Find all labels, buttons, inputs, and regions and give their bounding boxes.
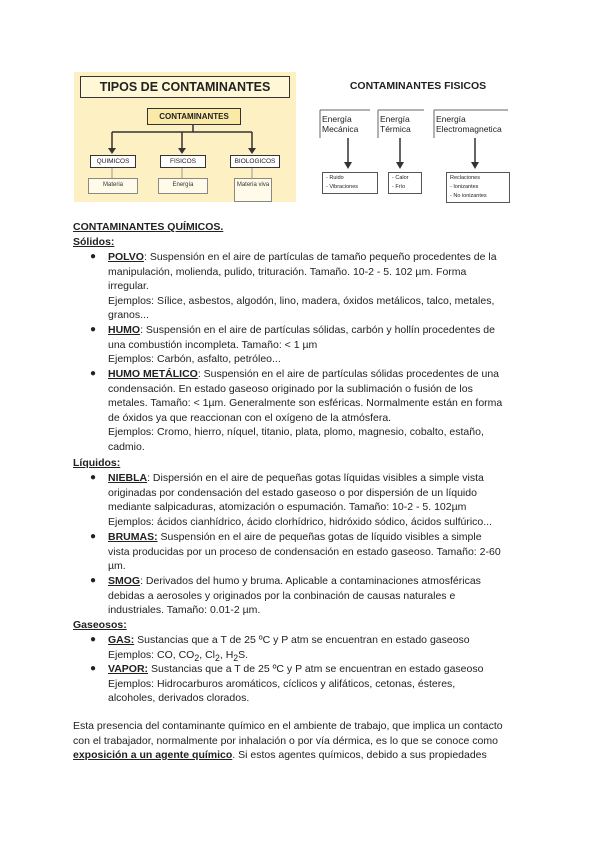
item-polvo <box>108 250 548 323</box>
bullet-icon: ● <box>90 634 97 645</box>
term-smog: SMOG <box>108 575 141 587</box>
text: alcoholes, derivados clorados. <box>108 692 250 704</box>
text: Ejemplos: Hidrocarburos aromáticos, cíclicos y alifáticos, cetonas, ésteres, <box>108 677 456 690</box>
term-humo-metalico: HUMO METÁLICO <box>108 368 198 380</box>
sub-fisicos: Energía <box>158 178 208 194</box>
text: Ejemplos: Sílice, asbestos, algodón, lino, madera, óxidos metálicos, talco, metales, <box>108 294 495 307</box>
term-humo: HUMO <box>108 324 141 336</box>
text: : Suspensión en el aire de partículas sólidas procedentes de una <box>197 368 500 380</box>
text: mediante salpicaduras, atomización o espumación. Tamaño: 10-2 - 5. 102µm <box>108 501 467 513</box>
term-exposicion: exposición a un agente químico <box>73 749 233 761</box>
item-humo-metalico <box>108 367 553 454</box>
text: : Suspensión en el aire de partículas de tamaño pequeño procedentes de la <box>143 251 497 263</box>
col-termica-l2: Térmica <box>380 124 411 134</box>
col-termica-label <box>380 114 411 134</box>
subheading-gaseosos: Gaseosos: <box>73 619 127 631</box>
diagram1-title: TIPOS DE CONTAMINANTES <box>80 76 290 98</box>
text: : Suspensión en el aire de partículas sólidas, carbón y hollín procedentes de <box>140 324 495 336</box>
bullet-icon: ● <box>90 575 97 586</box>
text: cadmio. <box>108 440 145 453</box>
res-item: Reclaciones <box>450 175 480 181</box>
term-vapor: VAPOR: <box>108 663 149 675</box>
text: granos... <box>108 309 149 321</box>
sub-quimicos: Materia <box>88 178 138 194</box>
res-item: - No ionizantes <box>450 193 487 199</box>
text: vista producidas por un proceso de condensación en estado gaseoso. Tamaño: 2-60 <box>108 545 501 558</box>
branch-quimicos: QUIMICOS <box>90 155 136 168</box>
term-polvo: POLVO <box>108 251 144 263</box>
col-electro-l1: Energía <box>436 114 466 124</box>
text: debidas a aerosoles y originados por la conbinación de causas naturales e <box>108 589 456 602</box>
subscript: 2 <box>194 652 200 663</box>
text: irregular. <box>108 280 149 292</box>
closing-paragraph <box>73 719 543 763</box>
bullet-icon: ● <box>90 472 97 483</box>
item-gas <box>108 633 553 665</box>
text: Suspensión en el aire de pequeñas gotas de líquido visibles a simple <box>157 531 482 543</box>
col-electro-l2: Electromagnetica <box>436 124 502 134</box>
col-mecanica-l2: Mecánica <box>322 124 359 134</box>
text: S. <box>238 648 249 661</box>
item-smog <box>108 574 553 618</box>
text: Sustancias que a T de 25 ºC y P atm se encuentran en estado gaseoso <box>134 634 470 646</box>
subscript: 2 <box>233 652 239 663</box>
term-gas: GAS: <box>108 634 135 646</box>
text: con el trabajador, normalmente por inhalación o por vía dérmica, es lo que se conoce como <box>73 734 498 747</box>
subscript: 2 <box>214 652 220 663</box>
col-mecanica-l1: Energía <box>322 114 352 124</box>
text: metales. Tamaño: < 1µm. Generalmente son esféricas. Normalmente están en forma <box>108 397 503 409</box>
text: originadas por condensación del estado gaseoso o por dispersión de un líquido <box>108 486 477 499</box>
text: Ejemplos: ácidos cianhídrico, ácido clorhídrico, hidróxido sódico, ácidos sulfúrico... <box>108 515 493 528</box>
text: : Dispersión en el aire de pequeñas gotas líquidas visibles a simple vista <box>147 472 484 484</box>
res-item: - Frío <box>392 184 406 190</box>
text: una combustión incompleta. Tamaño: < 1 µm <box>108 338 318 351</box>
item-vapor <box>108 662 553 706</box>
item-niebla <box>108 471 553 529</box>
text: Ejemplos: CO, CO <box>108 648 195 661</box>
subheading-liquidos: Líquidos: <box>73 457 121 469</box>
bullet-icon: ● <box>90 663 97 674</box>
contaminantes-fisicos-diagram <box>318 72 518 207</box>
col-termica-l1: Energía <box>380 114 410 124</box>
text: , Cl <box>199 648 215 661</box>
col-mecanica-label <box>322 114 358 134</box>
sub-biologicos: Materia viva <box>234 178 272 202</box>
tipos-contaminantes-diagram <box>74 72 296 202</box>
text: µm. <box>108 560 126 572</box>
term-niebla: NIEBLA <box>108 472 148 484</box>
text: de óxidos ya que reaccionan con el oxígeno de la atmósfera. <box>108 411 392 424</box>
text: . Si estos agentes químicos, debido a sus propiedades <box>232 749 487 761</box>
item-brumas <box>108 530 553 574</box>
diagram1-root: CONTAMINANTES <box>147 108 241 125</box>
res-item: - Ionizantes <box>450 184 479 190</box>
text: industriales. Tamaño: 0.01-2 µm. <box>108 604 261 616</box>
text: : Derivados del humo y bruma. Aplicable a contaminaciones atmosféricas <box>140 575 481 587</box>
text: manipulación, molienda, pulido, trituración. Tamaño. 10-2 - 5. 102 µm. Forma <box>108 265 467 278</box>
subheading-solidos: Sólidos: <box>73 236 115 248</box>
text: Ejemplos: Carbón, asfalto, petróleo... <box>108 353 281 365</box>
branch-biologicos: BIOLOGICOS <box>230 155 280 168</box>
bullet-icon: ● <box>90 368 97 379</box>
text: Sustancias que a T de 25 ºC y P atm se encuentran en estado gaseoso <box>148 663 484 675</box>
diagram2-title: CONTAMINANTES FISICOS <box>349 80 487 92</box>
bullet-icon: ● <box>90 251 97 262</box>
bullet-icon: ● <box>90 531 97 542</box>
res-item: - Ruido <box>326 175 344 181</box>
col-electro-label <box>436 114 502 134</box>
res-item: - Vibraciones <box>326 184 358 190</box>
bullet-icon: ● <box>90 324 97 335</box>
text: Esta presencia del contaminante químico en el ambiente de trabajo, que implica un contacto <box>73 720 503 732</box>
text: condensación. En estado gaseoso originado por la sublimación o fusión de los <box>108 382 473 395</box>
text: , H <box>219 648 234 661</box>
term-brumas: BRUMAS: <box>108 531 158 543</box>
res-item: - Calor <box>392 175 409 181</box>
item-humo <box>108 323 548 367</box>
res-electro <box>446 172 510 203</box>
branch-fisicos: FISICOS <box>160 155 206 168</box>
res-mecanica <box>322 172 378 194</box>
text: Ejemplos: Cromo, hierro, níquel, titanio, plata, plomo, magnesio, cobalto, estaño, <box>108 426 484 438</box>
res-termica <box>388 172 422 194</box>
section-heading: CONTAMINANTES QUÍMICOS. <box>73 221 224 233</box>
